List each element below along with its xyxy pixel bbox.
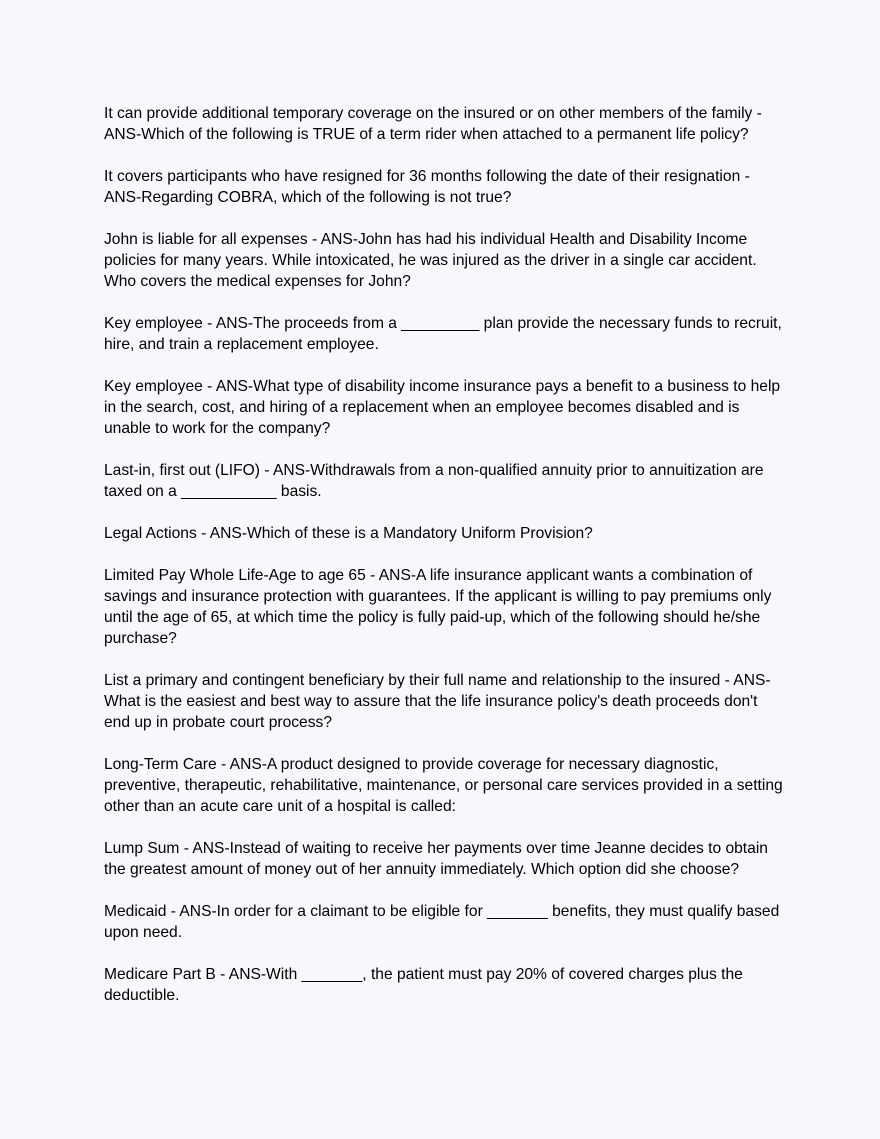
- qa-entry: John is liable for all expenses - ANS-John has had his individual Health and Disability Income policies for many years. While intoxicated, he was injured as the driver in a single car accident. Who covers the medical expenses for John?: [104, 231, 757, 290]
- qa-entry: Lump Sum - ANS-Instead of waiting to receive her payments over time Jeanne decides to obtain the greatest amount of money out of her annuity immediately. Which option did she choose?: [104, 840, 768, 878]
- qa-entry: Limited Pay Whole Life-Age to age 65 - ANS-A life insurance applicant wants a combination of savings and insurance protection with guarantees. If the applicant is willing to pay premiums only until the age of 65, at which time the policy is fully paid-up, which of the following should he/she purchase?: [104, 567, 772, 647]
- qa-entry: Legal Actions - ANS-Which of these is a Mandatory Uniform Provision?: [104, 525, 593, 542]
- qa-entry: It can provide additional temporary coverage on the insured or on other members of the family - ANS-Which of the following is TRUE of a term rider when attached to a permanent life policy?: [104, 105, 762, 143]
- qa-entry: Medicaid - ANS-In order for a claimant to be eligible for _______ benefits, they must qualify based upon need.: [104, 903, 780, 941]
- qa-entry: Key employee - ANS-The proceeds from a _________ plan provide the necessary funds to recruit, hire, and train a replacement employee.: [104, 315, 782, 353]
- document-body: [104, 103, 784, 1027]
- qa-entry: It covers participants who have resigned for 36 months following the date of their resignation - ANS-Regarding COBRA, which of the following is not true?: [104, 168, 750, 206]
- qa-entry: Medicare Part B - ANS-With _______, the patient must pay 20% of covered charges plus the deductible.: [104, 966, 743, 1004]
- qa-entry: Last-in, first out (LIFO) - ANS-Withdrawals from a non-qualified annuity prior to annuitization are taxed on a ___________ basis.: [104, 462, 764, 500]
- qa-entry: List a primary and contingent beneficiary by their full name and relationship to the insured - ANS-What is the easiest and best way to assure that the life insurance policy's death proceeds don't end up in probate court process?: [104, 672, 771, 731]
- qa-entry: Long-Term Care - ANS-A product designed to provide coverage for necessary diagnostic, preventive, therapeutic, rehabilitative, maintenance, or personal care services provided in a setting other than an acute care unit of a hospital is called:: [104, 756, 783, 815]
- qa-entry: Key employee - ANS-What type of disability income insurance pays a benefit to a business to help in the search, cost, and hiring of a replacement when an employee becomes disabled and is unable to work for the company?: [104, 378, 781, 437]
